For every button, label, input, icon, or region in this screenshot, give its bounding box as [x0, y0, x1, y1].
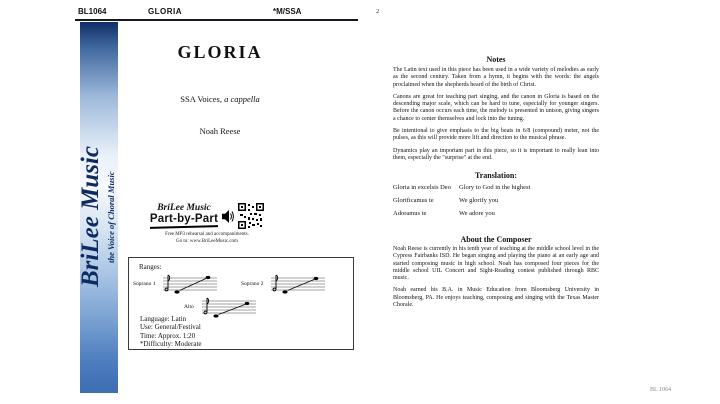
notes-paragraph: Dynamics play an important part in this piece, so it is important to really lean into them, especially the "surprise" at the end.	[393, 147, 599, 161]
staff-soprano2-label: Soprano 2	[241, 281, 264, 287]
piece-details	[140, 315, 202, 348]
logo-underline	[150, 225, 218, 228]
notes-paragraph: Canons are great for teaching part singing, and the canon in Gloria is based on the descending major scale, which can be hard to tune, especially for younger singers. Before the canon occurs each time, the melody is presented in unison, giving singers a chance to center themselves and lock into the tuning.	[393, 93, 599, 122]
banner-brand-text: BriLee Music	[77, 146, 104, 288]
translation-heading: Translation:	[474, 171, 518, 180]
voicing-subtitle-prefix: SSA Voices,	[180, 94, 222, 104]
translation-row	[393, 184, 599, 191]
translation-latin: Glorificamus te	[393, 197, 434, 204]
notes-paragraph: Be intentional to give emphasis to the big beats in 6/8 (compound) meter, not the pulses, as this will provide more lift and direction to the musical phrase.	[393, 128, 599, 142]
staff-soprano2-notation	[265, 273, 327, 295]
ranges-label: Ranges:	[139, 263, 162, 271]
staff-soprano2	[241, 273, 327, 295]
about-paragraph: Noah Reese is currently in his tenth year of teaching at the middle school level in the Cypress Fairbanks ISD. He began singing and playing the piano at an early age and started composing music in high school. Noah has composed four pieces for the middle school UIL Concert and Sight-Reading contest published through RBC music.	[393, 246, 599, 282]
about-composer-body	[393, 246, 599, 314]
staff-soprano1-label: Soprano 1	[133, 281, 156, 287]
notes-heading: Notes	[486, 55, 506, 64]
detail-use: Use: General/Festival	[140, 323, 201, 332]
staff-alto-notation	[196, 296, 258, 318]
translation-latin: Adoramus te	[393, 210, 427, 217]
staff-soprano1	[133, 273, 219, 295]
logo-fineprint	[137, 232, 277, 245]
staff-soprano1-notation	[157, 273, 219, 295]
staff-alto-label: Alto	[184, 304, 194, 310]
voicing-subtitle	[120, 94, 320, 104]
translation-row	[393, 197, 599, 204]
header-rule	[75, 19, 358, 21]
translation-english: We adore you	[459, 210, 495, 217]
speaker-icon	[221, 209, 235, 224]
notes-paragraph: The Latin text used in this piece has been used in a wide variety of melodies as early as the second century. Taken from a hymn, it begins with the words: the angels proclaimed when the shepherds heard of the birth of Christ.	[393, 67, 599, 88]
composer-name: Noah Reese	[199, 126, 241, 136]
banner-tagline-text: the Voice of Choral Music	[106, 171, 116, 263]
logo-fineprint-line1: Free MP3 rehearsal and accompaniments.	[165, 232, 249, 237]
translation-row	[393, 210, 599, 217]
qr-code	[238, 203, 264, 229]
translation-table	[393, 184, 599, 223]
brand-banner	[77, 22, 118, 393]
detail-language: Language: Latin	[140, 315, 187, 323]
about-paragraph: Noah earned his B.A. in Music Education from Bloomsberg University in Bloomsberg, PA. He enjoys teaching, composing and singing with the Texas Master Chorale.	[393, 287, 599, 309]
page-number: 2	[376, 8, 380, 15]
voicing-subtitle-style: a cappella	[224, 94, 260, 104]
logo-text	[150, 204, 218, 228]
translation-latin: Gloria in excelsis Deo	[393, 184, 451, 191]
catalog-number: BL1064	[78, 7, 107, 16]
logo-product-text: Part-by-Part	[149, 212, 219, 225]
partbypart-logo	[137, 203, 277, 229]
about-composer-heading: About the Composer	[460, 235, 532, 244]
detail-difficulty: *Difficulty: Moderate	[140, 339, 202, 348]
cover-page	[75, 0, 360, 404]
piece-title: GLORIA	[177, 42, 263, 62]
notes-page	[370, 0, 720, 404]
detail-time: Time: Approx. 1:20	[140, 331, 196, 340]
logo-fineprint-line2: Go to: www.BriLeeMusic.com	[176, 238, 238, 244]
ranges-box	[128, 257, 354, 350]
translation-english: Glory to God in the highest	[459, 184, 531, 191]
header-title: GLORIA	[147, 7, 183, 16]
voicing-code: *M/SSA	[273, 7, 302, 16]
notes-body	[393, 67, 599, 167]
logo-brand-text: BriLee Music	[157, 203, 211, 214]
translation-english: We glorify you	[459, 197, 499, 204]
footer-catalog-number: BL 1064	[650, 387, 671, 393]
